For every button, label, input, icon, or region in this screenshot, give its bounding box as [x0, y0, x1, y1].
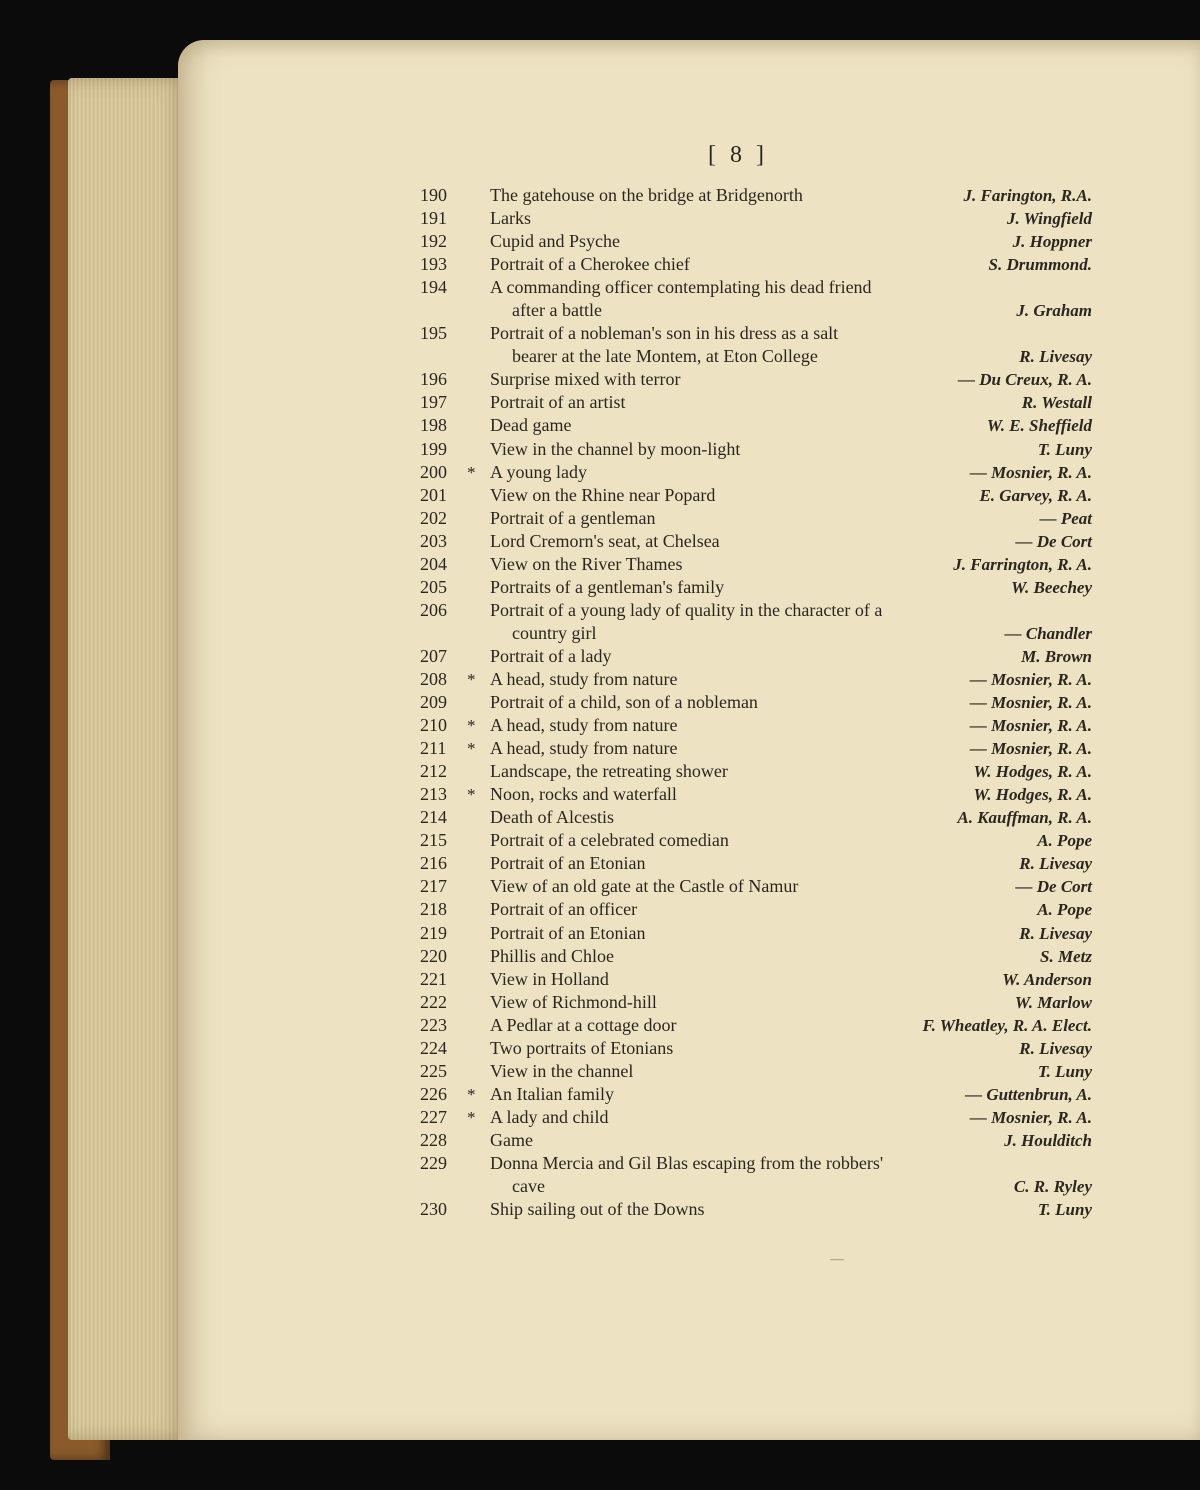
entry-title-continuation: bearer at the late Montem, at Eton College — [512, 346, 818, 367]
entry-artist: F. Wheatley, R. A. Elect. — [922, 1015, 1092, 1035]
entry-number: 225 — [420, 1060, 447, 1081]
entry-artist: E. Garvey, R. A. — [979, 485, 1092, 505]
entry-artist: — Mosnier, R. A. — [969, 462, 1092, 482]
entry-number: 211 — [420, 738, 447, 759]
entry-number: 205 — [420, 576, 447, 597]
catalogue-entry — [420, 322, 1092, 368]
entry-asterisk: * — [467, 739, 476, 759]
entry-title-continuation: cave — [512, 1176, 545, 1197]
entry-title: A young lady — [490, 461, 587, 482]
entry-title: Noon, rocks and waterfall — [490, 784, 677, 805]
entry-number: 195 — [420, 323, 447, 344]
entry-number: 212 — [420, 761, 447, 782]
entry-artist: S. Metz — [1040, 946, 1092, 966]
entry-title: View on the Rhine near Popard — [490, 484, 716, 505]
entry-number: 191 — [420, 208, 447, 229]
catalogue-entry — [420, 1106, 1092, 1129]
catalogue-entry — [420, 852, 1092, 875]
entry-title: Portrait of an officer — [490, 899, 638, 920]
entry-number: 228 — [420, 1129, 447, 1150]
entry-number: 200 — [420, 461, 447, 482]
catalogue-entry — [420, 438, 1092, 461]
entry-title: Portrait of an Etonian — [490, 922, 646, 943]
entry-number: 192 — [420, 231, 447, 252]
catalogue-entry — [420, 230, 1092, 253]
catalogue-entry — [420, 276, 1092, 322]
catalogue-entry — [420, 368, 1092, 391]
entry-asterisk: * — [467, 716, 476, 736]
entry-artist: T. Luny — [1037, 1061, 1092, 1081]
catalogue-entry — [420, 1083, 1092, 1106]
catalogue-entry — [420, 414, 1092, 437]
entry-title: Ship sailing out of the Downs — [490, 1199, 705, 1220]
catalogue-entry — [420, 253, 1092, 276]
entry-artist: W. Beechey — [1011, 577, 1092, 597]
entry-artist: A. Pope — [1037, 831, 1092, 851]
entry-artist: R. Livesay — [1019, 347, 1092, 367]
entry-artist: R. Livesay — [1019, 923, 1092, 943]
entry-title: Surprise mixed with terror — [490, 369, 681, 390]
catalogue-entry — [420, 576, 1092, 599]
entry-number: 222 — [420, 991, 447, 1012]
entry-artist: — De Cort — [1015, 531, 1092, 551]
entry-number: 219 — [420, 922, 447, 943]
catalogue-entry — [420, 668, 1092, 691]
entry-artist: J. Farrington, R. A. — [953, 554, 1092, 574]
entry-number: 221 — [420, 968, 447, 989]
catalogue-entry — [420, 645, 1092, 668]
entry-title: Donna Mercia and Gil Blas escaping from the robbers' — [490, 1152, 884, 1173]
entry-number: 229 — [420, 1152, 447, 1173]
catalogue-entry — [420, 829, 1092, 852]
entry-asterisk: * — [467, 462, 476, 482]
catalogue-entry — [420, 898, 1092, 921]
entry-title: Dead game — [490, 415, 572, 436]
entry-number: 224 — [420, 1037, 447, 1058]
page-edges — [68, 78, 188, 1440]
entry-number: 230 — [420, 1199, 447, 1220]
entry-artist: — Mosnier, R. A. — [969, 739, 1092, 759]
catalogue-entry — [420, 1152, 1092, 1198]
entry-number: 218 — [420, 899, 447, 920]
catalogue-entry — [420, 783, 1092, 806]
entry-artist: J. Houlditch — [1004, 1130, 1092, 1150]
entry-number: 202 — [420, 507, 447, 528]
catalogue-entry — [420, 391, 1092, 414]
catalogue-entries — [420, 184, 1092, 1221]
entry-asterisk: * — [467, 1084, 476, 1104]
entry-number: 196 — [420, 369, 447, 390]
entry-title: Cupid and Psyche — [490, 231, 620, 252]
entry-artist: W. E. Sheffield — [986, 416, 1092, 436]
entry-artist: T. Luny — [1037, 1200, 1092, 1220]
entry-title: Portrait of an artist — [490, 392, 626, 413]
catalogue-entry — [420, 553, 1092, 576]
entry-number: 201 — [420, 484, 447, 505]
entry-artist: — Mosnier, R. A. — [969, 716, 1092, 736]
entry-title: A head, study from nature — [490, 738, 678, 759]
page-number: [ 8 ] — [708, 142, 768, 168]
catalogue-entry — [420, 806, 1092, 829]
footer-mark: — — [830, 1252, 844, 1267]
entry-number: 198 — [420, 415, 447, 436]
entry-title: View on the River Thames — [490, 553, 683, 574]
entry-number: 203 — [420, 530, 447, 551]
entry-artist: J. Hoppner — [1012, 232, 1092, 252]
entry-artist: M. Brown — [1021, 646, 1092, 666]
entry-number: 204 — [420, 553, 447, 574]
catalogue-entry — [420, 1129, 1092, 1152]
entry-artist: — De Cort — [1015, 877, 1092, 897]
catalogue-entry — [420, 461, 1092, 484]
entry-artist: R. Westall — [1021, 393, 1092, 413]
entry-number: 214 — [420, 807, 447, 828]
catalogue-entry — [420, 760, 1092, 783]
entry-number: 190 — [420, 185, 447, 205]
catalogue-entry — [420, 484, 1092, 507]
catalogue-entry — [420, 184, 1092, 207]
entry-number: 206 — [420, 599, 447, 620]
entry-title: Death of Alcestis — [490, 807, 614, 828]
catalogue-entry — [420, 599, 1092, 645]
entry-title: Portrait of an Etonian — [490, 853, 646, 874]
entry-artist: — Du Creux, R. A. — [958, 370, 1092, 390]
entry-number: 216 — [420, 853, 447, 874]
entry-artist: R. Livesay — [1019, 854, 1092, 874]
catalogue-entry — [420, 968, 1092, 991]
entry-number: 213 — [420, 784, 447, 805]
entry-number: 220 — [420, 945, 447, 966]
entry-number: 208 — [420, 668, 447, 689]
entry-artist: A. Kauffman, R. A. — [957, 808, 1092, 828]
entry-artist: W. Anderson — [1002, 969, 1092, 989]
entry-asterisk: * — [467, 1107, 476, 1127]
entry-title: A head, study from nature — [490, 668, 678, 689]
entry-title: Portrait of a Cherokee chief — [490, 254, 690, 275]
entry-artist: C. R. Ryley — [1013, 1177, 1092, 1197]
entry-number: 207 — [420, 645, 447, 666]
entry-artist: — Mosnier, R. A. — [969, 669, 1092, 689]
entry-title: Portrait of a lady — [490, 645, 612, 666]
entry-number: 193 — [420, 254, 447, 275]
entry-title: Portrait of a gentleman — [490, 507, 656, 528]
entry-title: Phillis and Chloe — [490, 945, 615, 966]
entry-number: 199 — [420, 438, 447, 459]
entry-asterisk: * — [467, 785, 476, 805]
catalogue-entry — [420, 1037, 1092, 1060]
entry-artist: A. Pope — [1037, 900, 1092, 920]
entry-title: View of Richmond-hill — [490, 991, 657, 1012]
entry-title: Lord Cremorn's seat, at Chelsea — [490, 530, 720, 551]
entry-title: Portrait of a celebrated comedian — [490, 830, 729, 851]
entry-number: 217 — [420, 876, 447, 897]
catalogue-entry — [420, 875, 1092, 898]
entry-artist: J. Farington, R.A. — [963, 186, 1092, 205]
catalogue-entry — [420, 507, 1092, 530]
catalogue-entry — [420, 530, 1092, 553]
entry-title: View of an old gate at the Castle of Namur — [490, 876, 799, 897]
entry-number: 194 — [420, 277, 447, 298]
entry-title: Game — [490, 1129, 533, 1150]
catalogue-entry — [420, 737, 1092, 760]
entry-artist: J. Wingfield — [1006, 209, 1092, 229]
entry-number: 210 — [420, 715, 447, 736]
entry-title: Portrait of a nobleman's son in his dress as a salt — [490, 323, 839, 344]
entry-title: View in the channel — [490, 1060, 634, 1081]
catalogue-entry — [420, 1198, 1092, 1221]
entry-title: An Italian family — [490, 1083, 614, 1104]
entry-artist: — Peat — [1039, 508, 1092, 528]
entry-artist: — Mosnier, R. A. — [969, 1107, 1092, 1127]
catalogue-entry — [420, 1060, 1092, 1083]
entry-asterisk: * — [467, 669, 476, 689]
catalogue-entry — [420, 991, 1092, 1014]
entry-title: Portraits of a gentleman's family — [490, 576, 725, 597]
entry-artist: — Chandler — [1004, 623, 1092, 643]
entry-number: 215 — [420, 830, 447, 851]
catalogue-entry — [420, 714, 1092, 737]
entry-title: A commanding officer contemplating his dead friend — [490, 277, 872, 298]
entry-artist: R. Livesay — [1019, 1038, 1092, 1058]
entry-artist: W. Hodges, R. A. — [973, 762, 1092, 782]
entry-artist: — Mosnier, R. A. — [969, 693, 1092, 713]
entry-artist: J. Graham — [1016, 301, 1092, 321]
entry-title: A Pedlar at a cottage door — [490, 1014, 677, 1035]
entry-artist: S. Drummond. — [988, 255, 1092, 275]
entry-title: A lady and child — [490, 1106, 609, 1127]
entry-title: Landscape, the retreating shower — [490, 761, 728, 782]
entry-number: 223 — [420, 1014, 447, 1035]
entry-title: Portrait of a child, son of a nobleman — [490, 692, 758, 713]
catalogue-entry — [420, 691, 1092, 714]
catalogue-entry — [420, 922, 1092, 945]
entry-title-continuation: country girl — [512, 622, 597, 643]
entry-title: Two portraits of Etonians — [490, 1037, 674, 1058]
entry-artist: W. Hodges, R. A. — [973, 785, 1092, 805]
catalogue-entry — [420, 945, 1092, 968]
entry-title: A head, study from nature — [490, 715, 678, 736]
entry-artist: W. Marlow — [1014, 992, 1092, 1012]
entry-title: View in Holland — [490, 968, 609, 989]
catalogue-entry — [420, 1014, 1092, 1037]
entry-title: The gatehouse on the bridge at Bridgenorth — [490, 185, 803, 205]
entry-number: 226 — [420, 1083, 447, 1104]
catalogue-entry — [420, 207, 1092, 230]
entry-title: View in the channel by moon-light — [490, 438, 741, 459]
entry-number: 197 — [420, 392, 447, 413]
entry-title: Larks — [490, 208, 531, 229]
entry-title-continuation: after a battle — [512, 300, 602, 321]
entry-artist: T. Luny — [1037, 439, 1092, 459]
entry-number: 209 — [420, 692, 447, 713]
entry-title: Portrait of a young lady of quality in the character of a — [490, 599, 883, 620]
entry-number: 227 — [420, 1106, 447, 1127]
entry-artist: — Guttenbrun, A. — [965, 1084, 1092, 1104]
